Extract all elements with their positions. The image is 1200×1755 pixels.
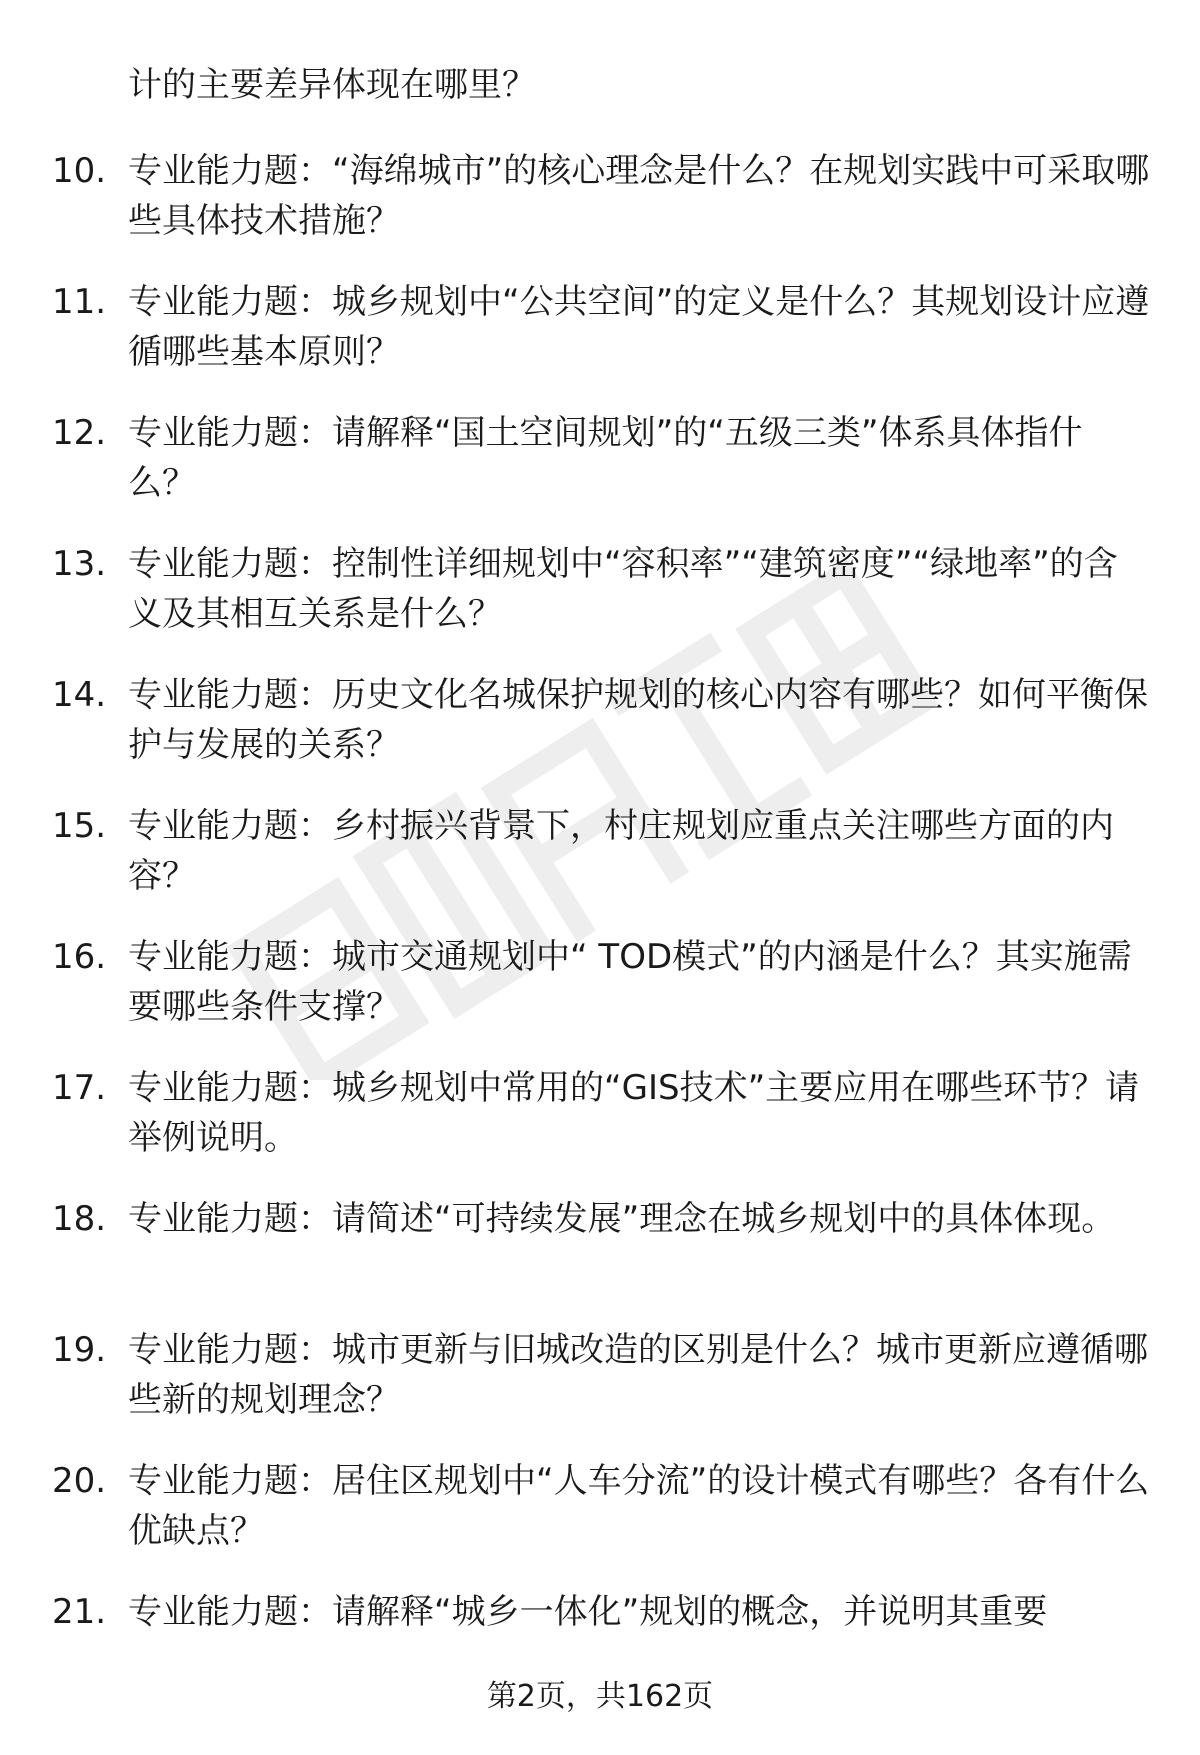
question-item: [0, 1063, 1200, 1194]
question-item: [0, 1194, 1200, 1325]
question-list: [0, 146, 1200, 1718]
question-text: 专业能力题：城乡规划中“公共空间”的定义是什么？其规划设计应遵循哪些基本原则？: [128, 282, 1150, 372]
question-text: 专业能力题：城市交通规划中“ TOD模式”的内涵是什么？其实施需要哪些条件支撑？: [128, 937, 1132, 1027]
question-number: 19.: [52, 1330, 107, 1370]
question-item: [0, 670, 1200, 801]
question-text: 专业能力题：请简述“可持续发展”理念在城乡规划中的具体体现。: [128, 1199, 1116, 1239]
question-text: 专业能力题：请解释“国土空间规划”的“五级三类”体系具体指什么？: [128, 413, 1083, 503]
question-text: 专业能力题：控制性详细规划中“容积率”“建筑密度”“绿地率”的含义及其相互关系是什么？: [128, 544, 1118, 634]
question-text: 专业能力题：请解释“城乡一体化”规划的概念，并说明其重要: [128, 1592, 1048, 1632]
question-number: 11.: [52, 282, 107, 322]
question-number: 20.: [52, 1461, 107, 1501]
question-text: 专业能力题：城市更新与旧城改造的区别是什么？城市更新应遵循哪些新的规划理念？: [128, 1330, 1148, 1420]
question-number: 17.: [52, 1068, 107, 1108]
question-item: [0, 277, 1200, 408]
question-number: 14.: [52, 675, 107, 715]
question-text: 专业能力题：城乡规划中常用的“GIS技术”主要应用在哪些环节？请举例说明。: [128, 1068, 1140, 1158]
question-item: [0, 801, 1200, 932]
question-number: 12.: [52, 413, 107, 453]
question-text: 专业能力题：居住区规划中“人车分流”的设计模式有哪些？各有什么优缺点？: [128, 1461, 1150, 1551]
continued-question-text: 计的主要差异体现在哪里？: [128, 65, 536, 105]
question-item: [0, 1456, 1200, 1587]
question-text: 专业能力题：乡村振兴背景下，村庄规划应重点关注哪些方面的内容？: [128, 806, 1114, 896]
question-item: [0, 932, 1200, 1063]
question-number: 15.: [52, 806, 107, 846]
page-number-footer: 第2页，共162页: [486, 1679, 714, 1714]
question-number: 13.: [52, 544, 107, 584]
question-text: 专业能力题：“海绵城市”的核心理念是什么？在规划实践中可采取哪些具体技术措施？: [128, 151, 1150, 241]
question-number: 18.: [52, 1199, 107, 1239]
question-item: [0, 1325, 1200, 1456]
question-number: 21.: [52, 1592, 107, 1632]
question-item: [0, 539, 1200, 670]
question-item: [0, 146, 1200, 277]
question-text: 专业能力题：历史文化名城保护规划的核心内容有哪些？如何平衡保护与发展的关系？: [128, 675, 1148, 765]
question-number: 10.: [52, 151, 107, 191]
question-number: 16.: [52, 937, 107, 977]
question-item: [0, 408, 1200, 539]
